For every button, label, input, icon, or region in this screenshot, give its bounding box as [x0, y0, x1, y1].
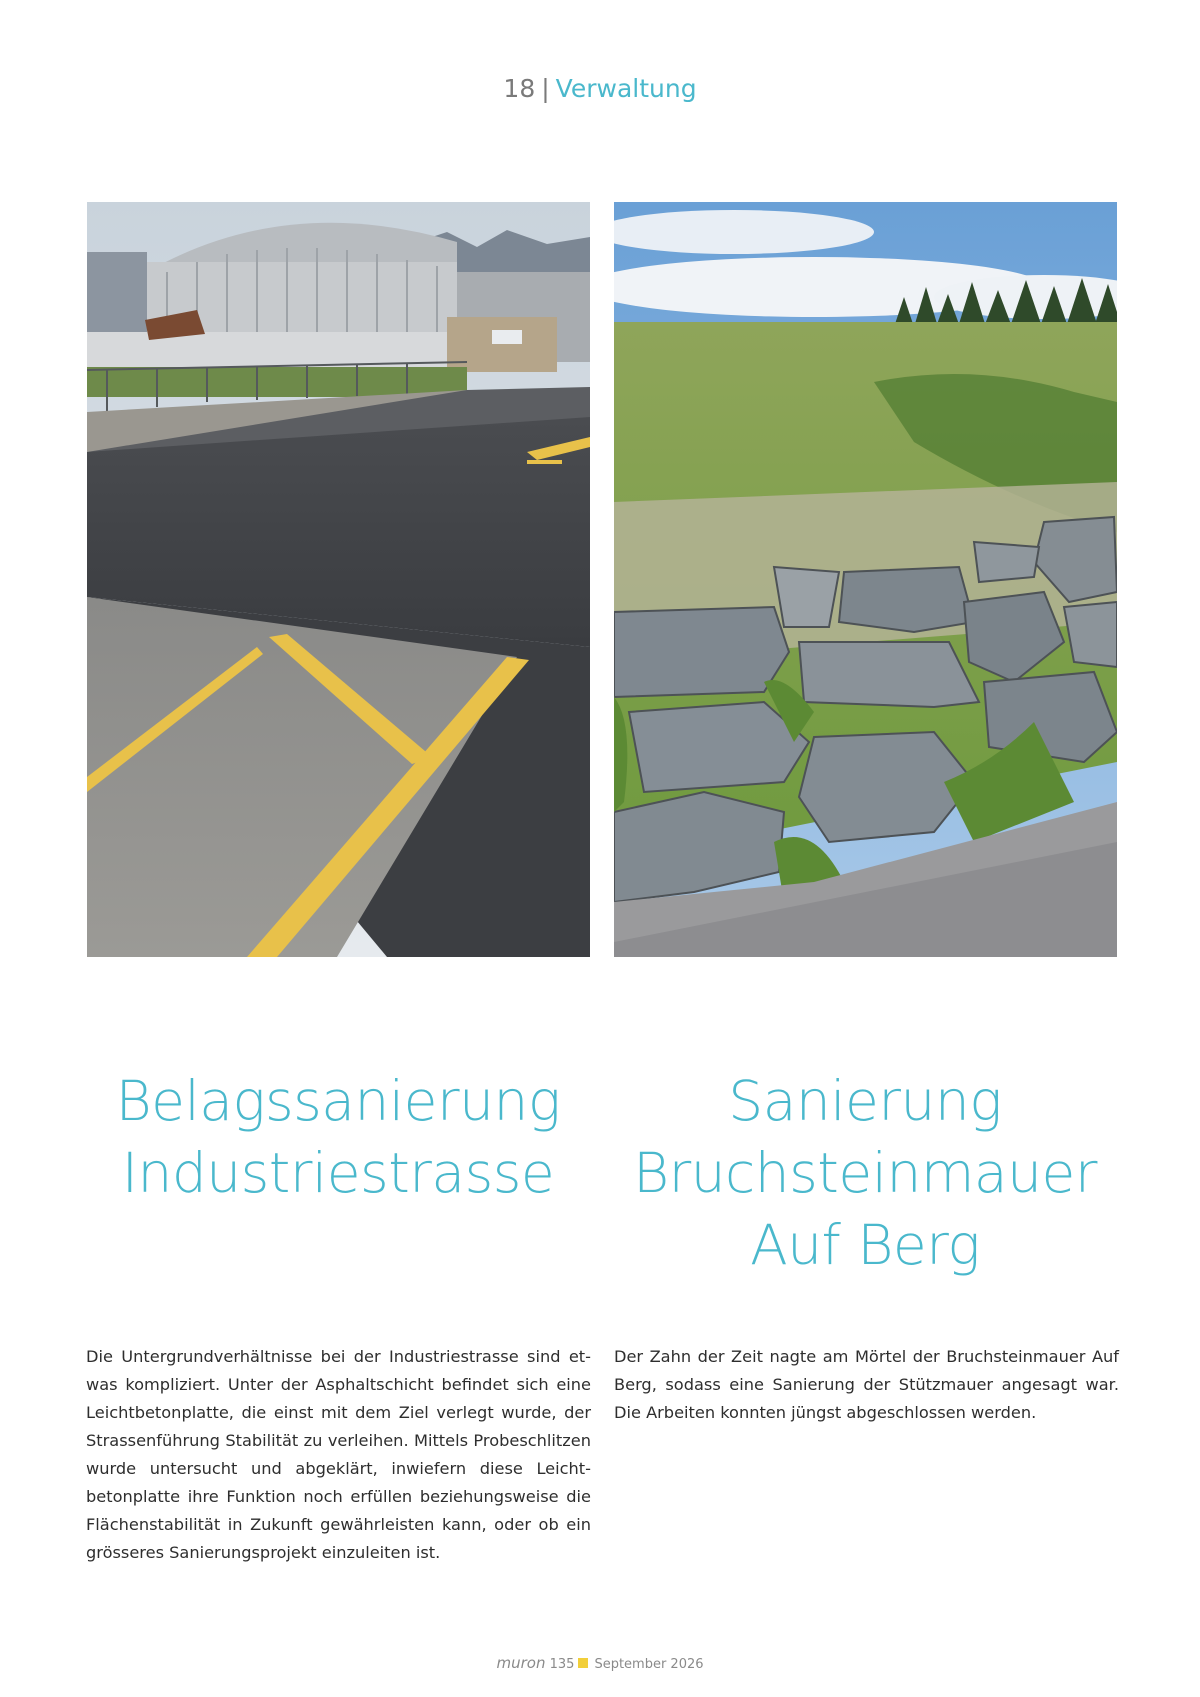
stone-wall-photo-illustration: [614, 202, 1117, 957]
issue-number: 135: [549, 1657, 575, 1672]
issue-date: September 2026: [594, 1657, 704, 1672]
magazine-brand: muron: [496, 1654, 546, 1672]
article-title-bruchsteinmauer: [595, 1065, 1135, 1281]
section-title: Verwaltung: [555, 74, 697, 103]
header-separator: |: [541, 74, 550, 103]
page-number: 18: [503, 74, 536, 103]
photo-bruchsteinmauer: [614, 202, 1117, 957]
title-line: Sanierung: [728, 1069, 1002, 1133]
page-header: [0, 74, 1200, 103]
photo-industriestrasse: [87, 202, 590, 957]
article-body-industriestrasse: Die Untergrundverhältnisse bei der Industriestrasse sind etwas kompliziert. Unter der Asphaltschicht befindet sich eine Leichtbetonplatte, die einst mit dem Ziel verlegt wurde, der Strassenführung Stabilität zu verleihen. Mittels Probeschlitzen wurde untersucht und abgeklärt, inwiefern diese Leichtbetonplatte ihre Funktion noch erfüllen beziehungsweise die Flächenstabilität in Zukunft gewährleisten kann, oder ob ein grösseres Sanierungsprojekt einzuleiten ist.: [86, 1347, 591, 1562]
article-title-industriestrasse: [68, 1065, 608, 1209]
title-line: Auf Berg: [750, 1213, 980, 1277]
title-line: Industriestrasse: [121, 1141, 555, 1205]
title-line: Bruchsteinmauer: [633, 1141, 1097, 1205]
title-line: Belagssanierung: [115, 1069, 561, 1133]
footer-square-icon: [578, 1658, 588, 1668]
article-body-bruchsteinmauer: Der Zahn der Zeit nagte am Mörtel der Bruchsteinmauer Auf Berg, sodass eine Sanierung der Stützmauer angesagt war. Die Arbeiten konnten jüngst abgeschlossen werden.: [614, 1347, 1119, 1422]
page-footer: [0, 1654, 1200, 1672]
road-photo-illustration: [87, 202, 590, 957]
